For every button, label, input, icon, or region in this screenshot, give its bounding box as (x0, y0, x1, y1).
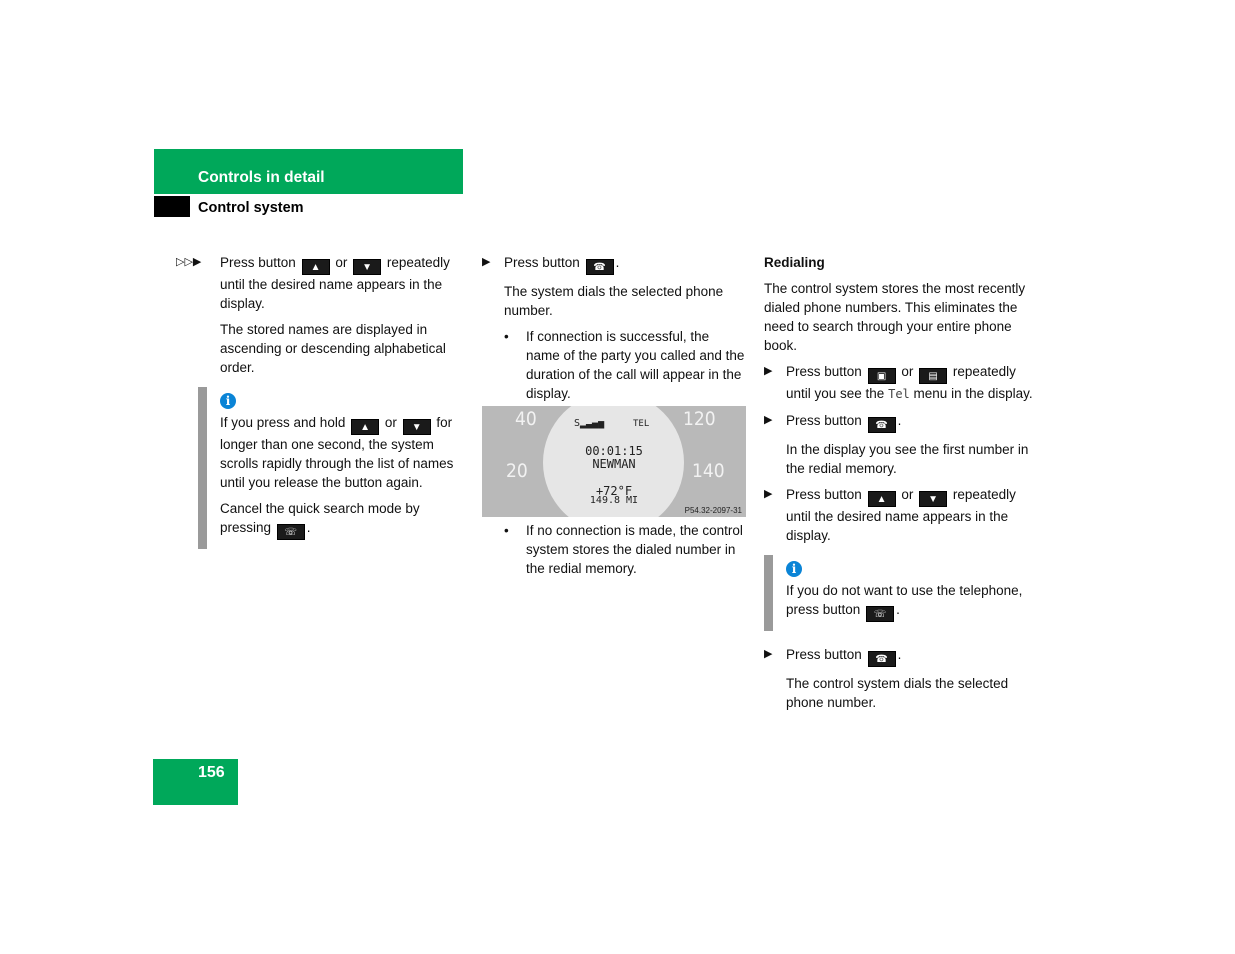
paragraph: In the display you see the first number in the redial memory. (786, 442, 1029, 476)
step: ▶ Press button ☎ . (764, 413, 902, 431)
page-number: 156 (198, 764, 225, 781)
section-heading: Redialing (764, 255, 825, 270)
info-text: Cancel the quick search mode by pressing ☏ . (220, 501, 420, 538)
step: ▶ Press button ▲ or ▼ repeatedly until the desired name appears in the display. (764, 487, 1016, 543)
step: ▶ Press button ☎ . (482, 255, 620, 273)
step: ▶ Press button ☎ . (764, 647, 902, 665)
down-button-icon: ▼ (919, 491, 947, 507)
column-2 (482, 253, 746, 410)
column-2-lower (482, 521, 746, 585)
info-bar (764, 555, 773, 631)
temperature: +72°F (595, 484, 633, 498)
image-code: P54.32-2097-31 (684, 506, 742, 515)
speed-label: 140 (692, 460, 725, 482)
paragraph: The system dials the selected phone number. (504, 284, 724, 318)
down-button-icon: ▼ (353, 259, 381, 275)
step-arrow-icon: ▶ (482, 256, 491, 268)
tel-indicator: TEL (633, 419, 650, 429)
tel-menu-label: Tel (888, 387, 910, 401)
continued-arrow-icon: ▷▷▶ (176, 256, 202, 268)
send-call-button-icon: ☎ (868, 417, 896, 433)
bullet-dot-icon: • (504, 329, 509, 344)
paragraph: The control system dials the selected phone number. (786, 676, 1009, 710)
header-marker (154, 196, 190, 217)
speed-label: 40 (515, 408, 537, 430)
up-button-icon: ▲ (868, 491, 896, 507)
page-number-box (153, 759, 238, 805)
bullet-dot-icon: • (504, 523, 509, 538)
info-box (198, 387, 464, 549)
info-text: If you do not want to use the telephone, press button ☏ . (786, 583, 1023, 620)
next-menu-button-icon: ▣ (868, 368, 896, 384)
odometer: 149.8 MI (589, 495, 639, 506)
instrument-cluster-display (482, 406, 746, 517)
info-box (764, 555, 1034, 631)
step-arrow-icon: ▶ (764, 648, 773, 660)
bullet-item: • If connection is successful, the name of the party you called and the duration of the call will appear in the display. (504, 329, 745, 401)
speed-label: 120 (683, 408, 716, 430)
step-arrow-icon: ▶ (764, 488, 773, 500)
section-title: Controls in detail (198, 169, 325, 186)
step: ▶ Press button ▣ or ▤ repeatedly until you see the Tel menu in the display. (764, 364, 1033, 401)
info-icon: i (786, 561, 802, 577)
send-call-button-icon: ☎ (586, 259, 614, 275)
end-call-button-icon: ☏ (866, 606, 894, 622)
up-button-icon: ▲ (351, 419, 379, 435)
paragraph: The stored names are displayed in ascending or descending alphabetical order. (220, 322, 446, 375)
info-icon: i (220, 393, 236, 409)
bullet-item: • If no connection is made, the control system stores the dialed number in the redial memory. (504, 523, 743, 576)
column-3 (764, 253, 1034, 719)
step-arrow-icon: ▶ (764, 414, 773, 426)
subsection-title: Control system (198, 200, 304, 216)
send-call-button-icon: ☎ (868, 651, 896, 667)
down-button-icon: ▼ (403, 419, 431, 435)
speed-label: 20 (506, 460, 528, 482)
caller-name: NEWMAN (592, 457, 636, 471)
step-arrow-icon: ▶ (764, 365, 773, 377)
call-duration: 00:01:15 (585, 444, 643, 458)
step: ▷▷▶ Press button ▲ or ▼ repeatedly until the desired name appears in the display. (176, 255, 450, 311)
info-text: If you press and hold ▲ or ▼ for longer than one second, the system scrolls rapidly through the list of names until you release the button again. (220, 415, 454, 490)
paragraph: The control system stores the most recently dialed phone numbers. This eliminates the need to search through your entire phone book. (764, 281, 1026, 353)
prev-menu-button-icon: ▤ (919, 368, 947, 384)
end-call-button-icon: ☏ (277, 524, 305, 540)
up-button-icon: ▲ (302, 259, 330, 275)
column-1 (176, 253, 464, 549)
signal-strength: S▂▃▄▅ (574, 418, 605, 429)
info-bar (198, 387, 207, 549)
